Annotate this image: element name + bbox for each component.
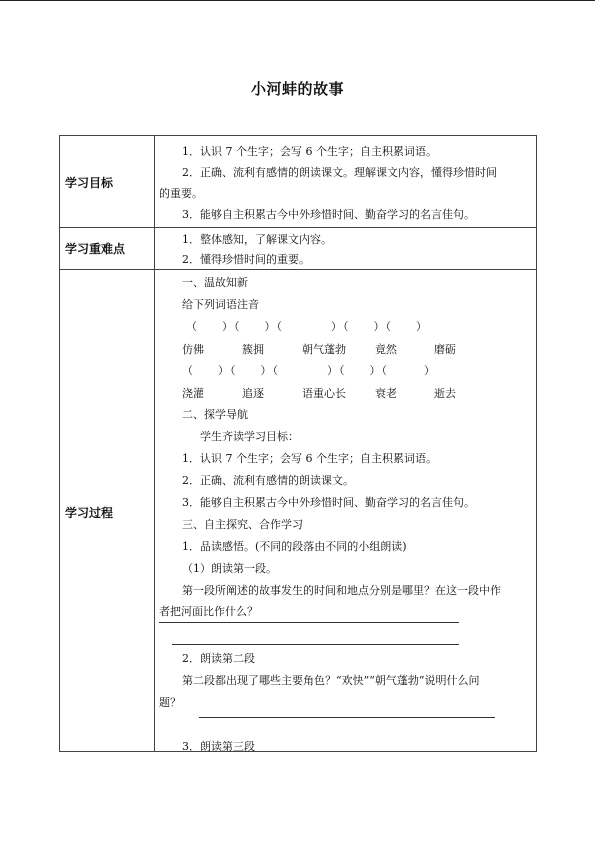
key-point-2: 2．懂得珍惜时间的重要。: [182, 253, 310, 266]
question-1-line2: 者把河面比作什么？: [159, 605, 258, 618]
word-row2-3: 语重心长: [302, 387, 346, 400]
row-divider-goals: [59, 227, 537, 228]
word-row2-2: 追逐: [242, 387, 264, 400]
word-row2-4: 衰老: [375, 387, 397, 400]
question-2-line2: 题？: [159, 696, 181, 709]
answer-line-1a: [159, 622, 459, 623]
section-1-heading: 一、温故知新: [182, 276, 248, 289]
question-1-line1: 第一段所阐述的故事发生的时间和地点分别是哪里？在这一段中作: [182, 584, 501, 597]
table-top-border: [59, 135, 537, 136]
goal-2-line1: 2．正确、流利有感情的朗读课文。理解课文内容，懂得珍惜时间: [182, 166, 497, 179]
section-2-intro: 学生齐读学习目标：: [200, 430, 299, 443]
word-row1-4: 竟然: [375, 343, 397, 356]
word-row2-1: 浇灌: [182, 387, 204, 400]
answer-line-1b: [172, 644, 459, 645]
label-key-points: 学习重难点: [65, 242, 126, 256]
section-3-item-1: 1．品读感悟。(不同的段落由不同的小组朗读): [182, 540, 407, 553]
top-rule: [0, 0, 595, 1]
section-2-goal-3: 3．能够自主积累古今中外珍惜时间、勤奋学习的名言佳句。: [182, 496, 475, 509]
question-2-line1: 第二段都出现了哪些主要角色？“欢快”“朝气蓬勃”说明什么问: [182, 674, 480, 687]
page-title: 小河蚌的故事: [250, 80, 344, 98]
word-row1-3: 朝气蓬勃: [302, 343, 346, 356]
section-1-instruction: 给下列词语注音: [182, 298, 259, 311]
table-bottom-border: [59, 751, 537, 752]
section-2-heading: 二、探学导航: [182, 408, 248, 421]
key-point-1: 1．整体感知，了解课文内容。: [182, 233, 332, 246]
word-row1-2: 簇拥: [242, 343, 264, 356]
word-row1-1: 仿佛: [182, 343, 204, 356]
goal-1: 1．认识 7 个生字；会写 6 个生字；自主积累词语。: [182, 145, 437, 158]
row-divider-key-points: [59, 269, 537, 270]
section-2-goal-2: 2．正确、流利有感情的朗读课文。: [182, 474, 354, 487]
word-row2-5: 逝去: [434, 387, 456, 400]
label-goals: 学习目标: [65, 176, 114, 190]
goal-3: 3．能够自主积累古今中外珍惜时间、勤奋学习的名言佳句。: [182, 208, 475, 221]
section-3-heading: 三、自主探究、合作学习: [182, 518, 303, 531]
answer-line-2: [199, 717, 495, 718]
word-row1-5: 磨砺: [434, 343, 456, 356]
label-process: 学习过程: [65, 506, 114, 520]
section-3-sub-1: （1）朗读第一段。: [182, 562, 277, 575]
section-3-item-2: 2．朗读第二段: [182, 652, 255, 665]
pinyin-blanks-row-2: （ ）（ ）（ ）（ ）（ ）: [182, 364, 436, 377]
pinyin-blanks-row-1: （ ）（ ）（ ）（ ）（ ）: [186, 320, 428, 333]
section-3-item-3: 3．朗读第三段: [182, 740, 255, 753]
section-2-goal-1: 1．认识 7 个生字；会写 6 个生字；自主积累词语。: [182, 452, 437, 465]
goal-2-line2: 的重要。: [159, 187, 203, 200]
